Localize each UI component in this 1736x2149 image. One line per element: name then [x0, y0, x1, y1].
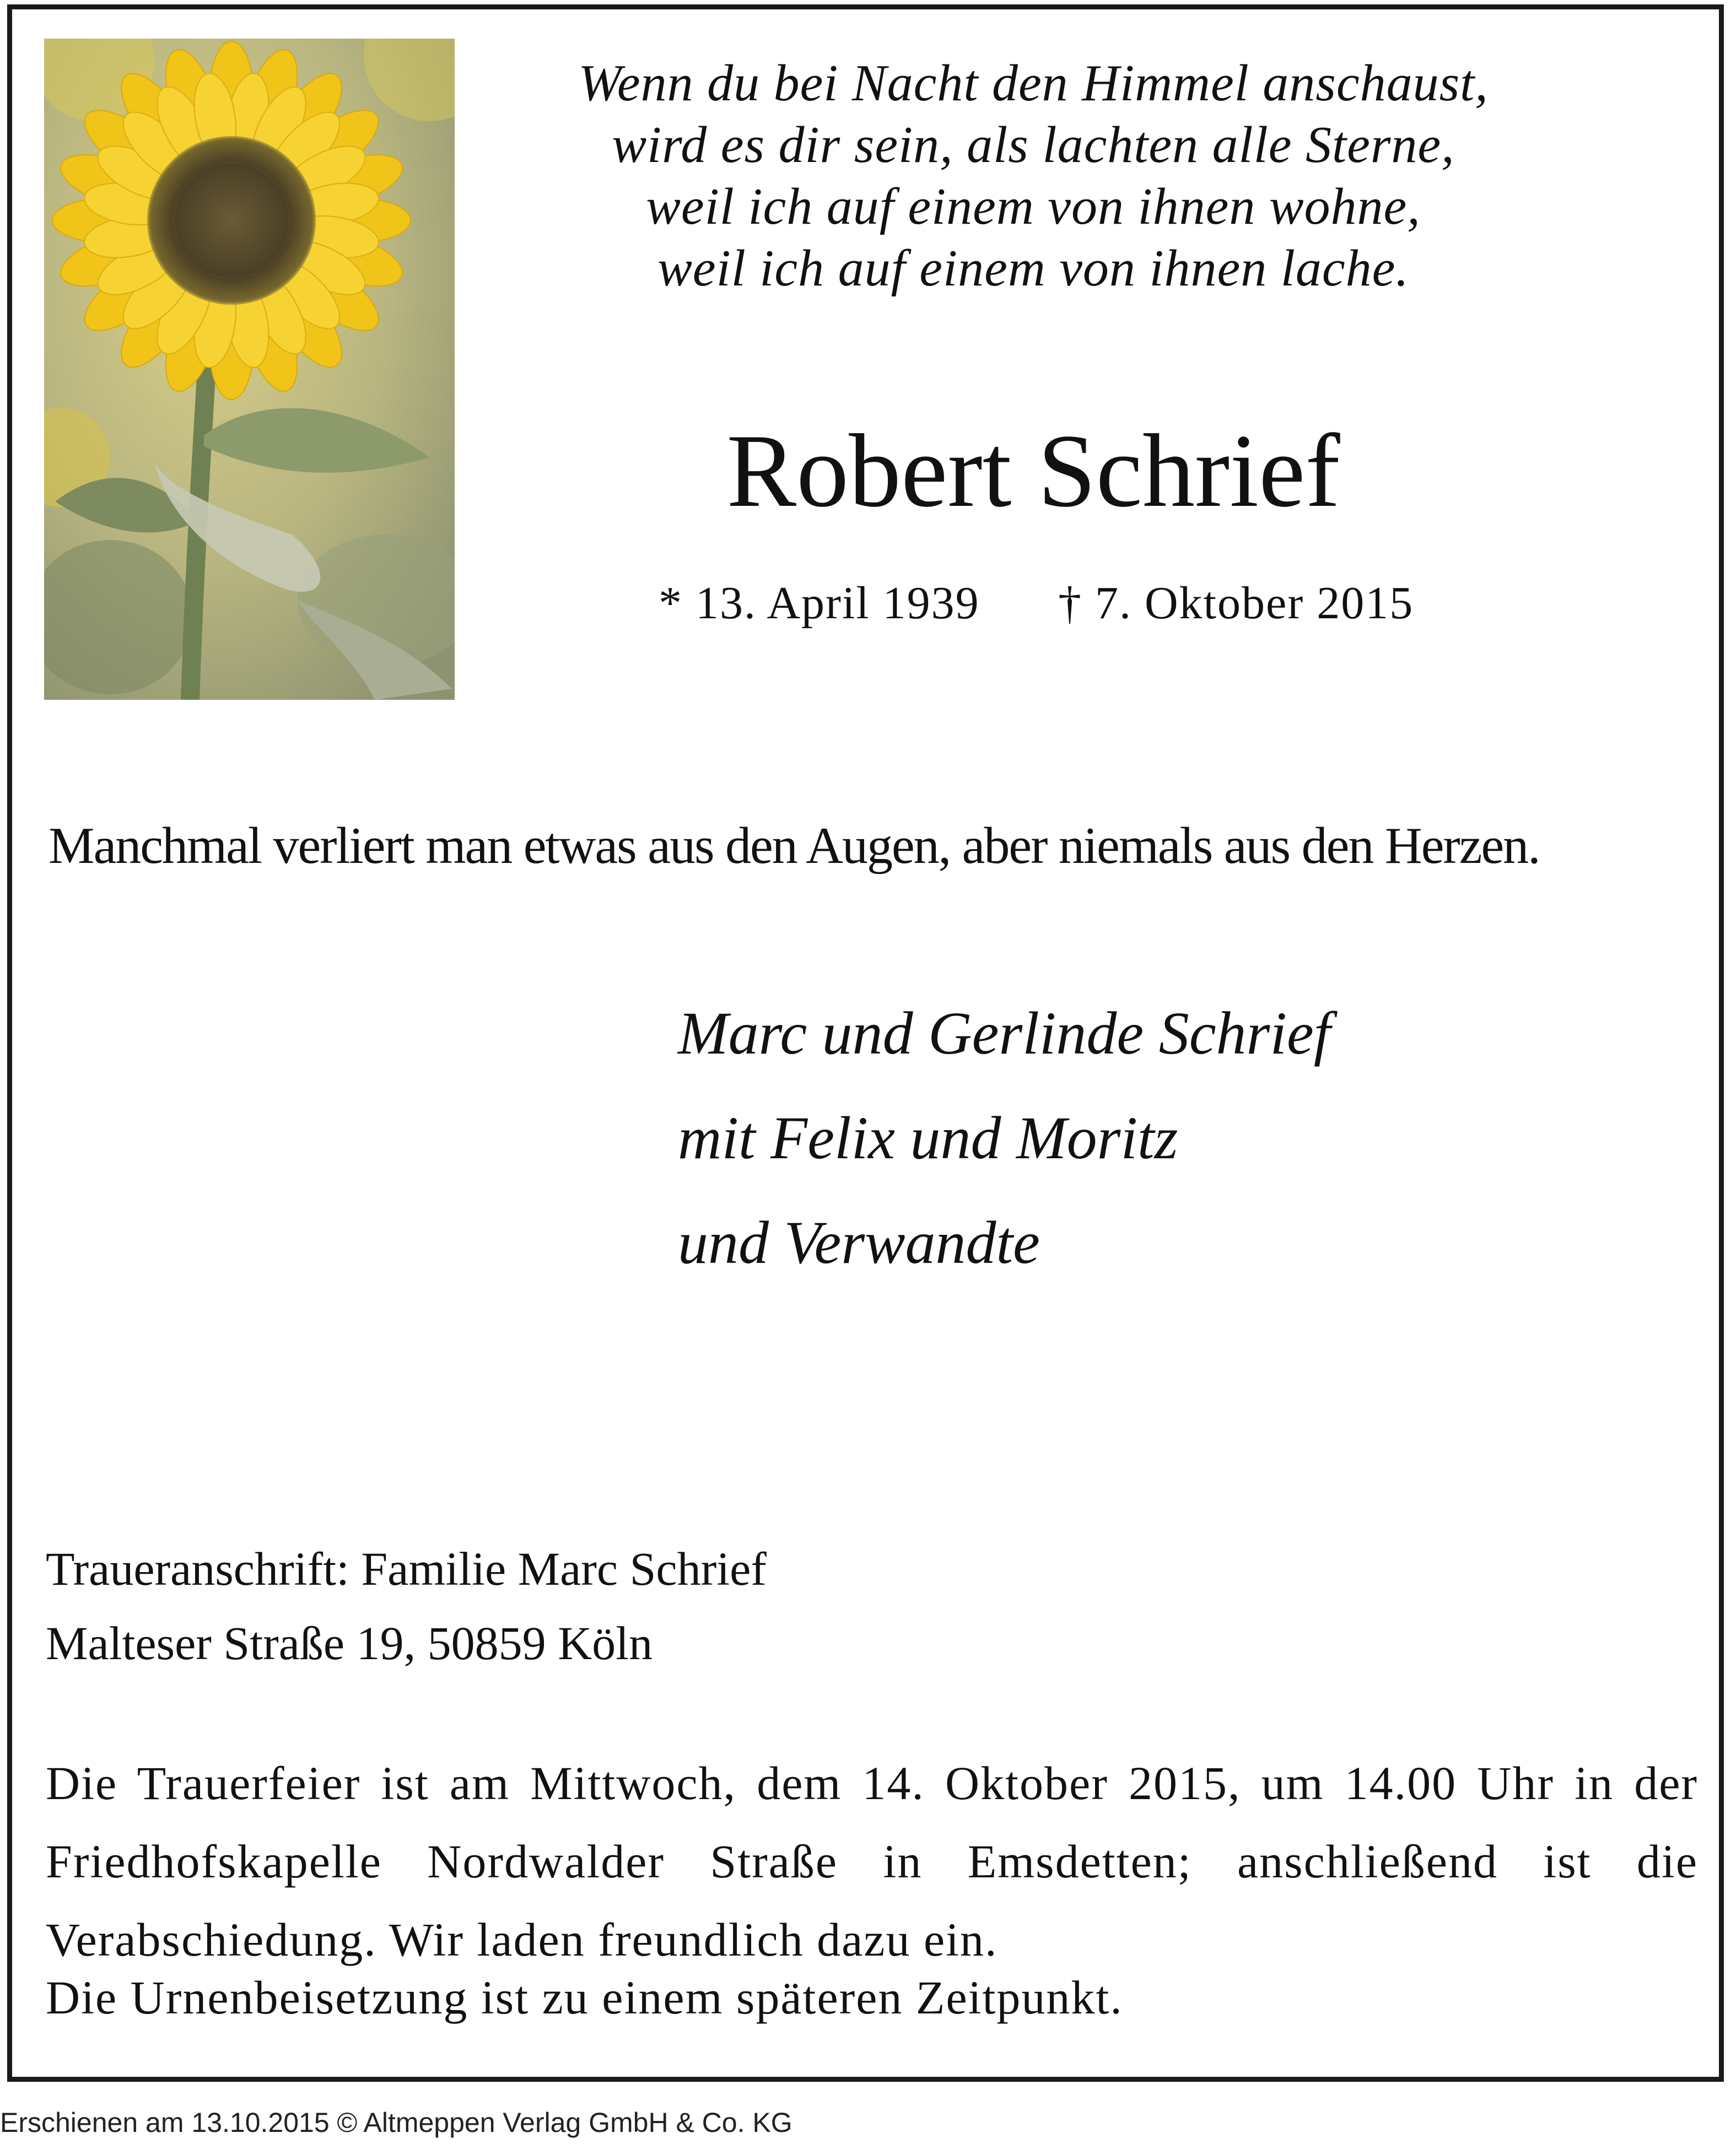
urn-burial-text: Die Urnenbeisetzung ist zu einem späteren Zeitpunkt.	[46, 1971, 1123, 2024]
death-date: † 7. Oktober 2015	[1058, 577, 1414, 629]
motto: Manchmal verliert man etwas aus den Augen, aber niemals aus den Herzen.	[48, 817, 1540, 874]
quote	[485, 52, 1582, 299]
quote-line: weil ich auf einem von ihnen wohne,	[646, 178, 1421, 235]
mourners	[678, 981, 1330, 1295]
sunflower-icon	[44, 39, 455, 700]
sunflower-image	[44, 39, 455, 700]
quote-line: weil ich auf einem von ihnen lache.	[657, 240, 1409, 297]
mourning-address	[46, 1532, 767, 1681]
mourner-line: und Verwandte	[678, 1209, 1040, 1276]
deceased-name: Robert Schrief	[726, 413, 1340, 529]
quote-line: Wenn du bei Nacht den Himmel anschaust,	[578, 55, 1489, 112]
address-line: Traueranschrift: Familie Marc Schrief	[46, 1542, 767, 1595]
ceremony-text: Die Trauerfeier ist am Mittwoch, dem 14. Oktober 2015, um 14.00 Uhr in der Friedhofskapelle Nordwalder Straße in Emsdetten; anschließend ist die Verabschiedung. Wir laden freundlich dazu ein.	[46, 1757, 1698, 1966]
publication-footer: Erschienen am 13.10.2015 © Altmeppen Verlag GmbH & Co. KG	[0, 2107, 792, 2138]
quote-line: wird es dir sein, als lachten alle Sterne,	[612, 116, 1455, 174]
mourner-line: mit Felix und Moritz	[678, 1104, 1178, 1171]
address-line: Malteser Straße 19, 50859 Köln	[46, 1617, 653, 1670]
birth-date: * 13. April 1939	[659, 577, 980, 629]
mourner-line: Marc und Gerlinde Schrief	[678, 1000, 1331, 1067]
